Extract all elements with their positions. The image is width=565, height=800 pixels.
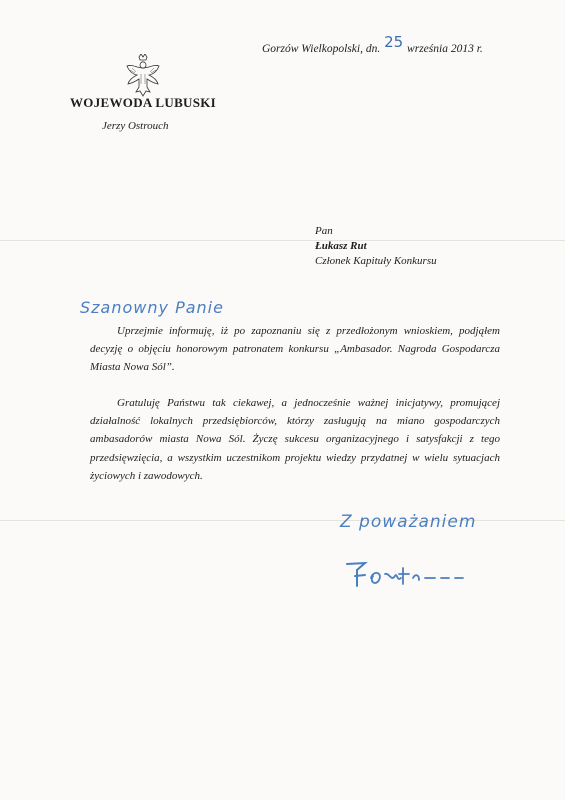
- handwritten-closing: Z poważaniem: [340, 512, 477, 532]
- recipient-name: Łukasz Rut: [315, 240, 367, 252]
- letter-paragraph-1: Uprzejmie informuję, iż po zapoznaniu się z przedłożonym wnioskiem, podjąłem decyzję o objęciu honorowym patronatem konkursu „Ambasador. Nagroda Gospodarcza Miasta Nowa Sól”.: [90, 325, 500, 374]
- letter-paragraph-2: Gratuluję Państwu tak ciekawej, a jednocześnie ważnej inicjatywy, promującej działalność lokalnych przedsiębiorców, którzy zasługują na miano gospodarczych ambasadorów miasta Nowa Sól. Życzę sukcesu organizacyjnego i satysfakcji z tego przedsięwzięcia, a wszystkim uczestnikom projektu wiedzy przydatnej w wielu sytuacjach życiowych i zawodowych.: [90, 397, 500, 482]
- place-date-suffix: września 2013 r.: [407, 43, 483, 55]
- recipient-salutation: Pan: [315, 225, 333, 237]
- signer-name: Jerzy Ostrouch: [102, 120, 169, 132]
- eagle-emblem-icon: [124, 54, 162, 100]
- place-date-line: [262, 33, 483, 56]
- place-date-prefix: Gorzów Wielkopolski, dn.: [262, 43, 381, 55]
- handwritten-signature: [345, 560, 495, 590]
- paper-fold-line-top: [0, 240, 565, 241]
- handwritten-greeting: Szanowny Panie: [80, 298, 224, 317]
- handwritten-day: 25: [384, 33, 404, 51]
- organization-name: WOJEWODA LUBUSKI: [70, 95, 217, 110]
- paper-fold-line-bottom: [0, 520, 565, 521]
- recipient-title: Członek Kapituły Konkursu: [315, 255, 437, 267]
